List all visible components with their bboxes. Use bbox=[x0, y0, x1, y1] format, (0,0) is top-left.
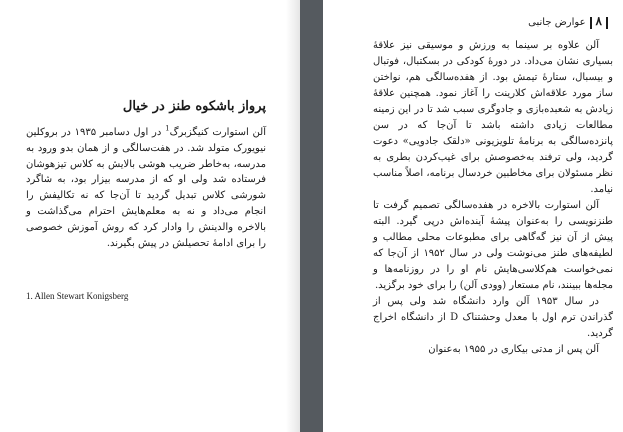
running-head bbox=[484, 10, 612, 32]
chapter-title: پرواز باشکوه طنز در خیال bbox=[122, 99, 266, 114]
right-paragraph: آلن پس از مدتی بیکاری در ۱۹۵۵ به‌عنوان bbox=[428, 344, 599, 355]
left-paragraph bbox=[26, 125, 266, 251]
right-paragraph: آلن علاوه بر سینما به ورزش و موسیقی نیز علاقهٔ بسیاری نشان می‌داد. در دورهٔ کودکی در بسکتبال، فوتبال و بیسبال، ستارهٔ تیمش بود. از هفده‌سالگی هم، نواختن ساز مورد علاقه‌اش کلارینت را آغاز نمود. همچنین علاقهٔ زیادش به شعبده‌بازی و جادوگری سبب شد تا در این زمینه مطالعات زیادی داشته باشد تا آن‌جا که در سن پانزده‌سالگی به برنامهٔ تلویزیونی «دلقک جادویی» دعوت گردید، ولی ترفند به‌خصوصش برای غیب‌کردن بطری به نظر مسئولان برای مخاطبین خردسال برنامه، اصلاً مناسب نیامد. bbox=[373, 40, 613, 195]
author-birth-name: آلن استوارت کنیگزبرگ bbox=[169, 127, 266, 138]
footnote: 1. Allen Stewart Konigsberg bbox=[26, 291, 129, 301]
left-page bbox=[0, 0, 300, 432]
left-paragraph-text: در اول دسامبر ۱۹۳۵ در بروکلین نیویورک متولد شد. در هفت‌سالگی و از همان بدو ورود به مدرسه، به‌خاطر ضریب هوشی بالایش به کلاس تیزهوشان فرستاده شد ولی او که از مدرسه بیزار بود، به شاگرد شورشی کلاس تبدیل گردید تا آن‌جا که نه تکالیفش را انجام می‌داد و نه به معلم‌هایش احترام می‌گذاشت و بالاخره والدینش را وادار کرد که روش آموزش خصوصی را برای ادامهٔ تحصیلش در پیش بگیرند. bbox=[26, 127, 266, 249]
footnote-marker[interactable]: 1 bbox=[165, 124, 170, 133]
right-paragraph: آلن استوارت بالاخره در هفده‌سالگی تصمیم گرفت تا طنزنویسی را به‌عنوان پیشهٔ آینده‌اش درپی گیرد. البته پیش از آن نیز گه‌گاهی برای مطبوعات محلی مطالب و لطیفه‌های طنز می‌نوشت ولی در سال ۱۹۵۲ از آن‌جا که نمی‌خواست هم‌کلاسی‌هایش نام او را در روزنامه‌ها و مجله‌ها ببینند، نام مستعار (وودی آلن) را برای خود برگزید. bbox=[373, 200, 613, 291]
page-number: ۸ bbox=[595, 14, 602, 28]
running-head-bar bbox=[590, 17, 592, 29]
left-page-body bbox=[26, 125, 266, 251]
gutter-shadow-left bbox=[286, 0, 300, 432]
running-head-bar bbox=[606, 17, 608, 29]
page-gutter bbox=[300, 0, 323, 432]
right-page-body bbox=[373, 38, 613, 358]
running-head-title: عوارض جانبی bbox=[528, 17, 586, 28]
right-paragraph: در سال ۱۹۵۳ آلن وارد دانشگاه شد ولی پس از گذراندن ترم اول با معدل وحشتناک D از دانشگاه اخراج گردید. bbox=[373, 296, 613, 339]
